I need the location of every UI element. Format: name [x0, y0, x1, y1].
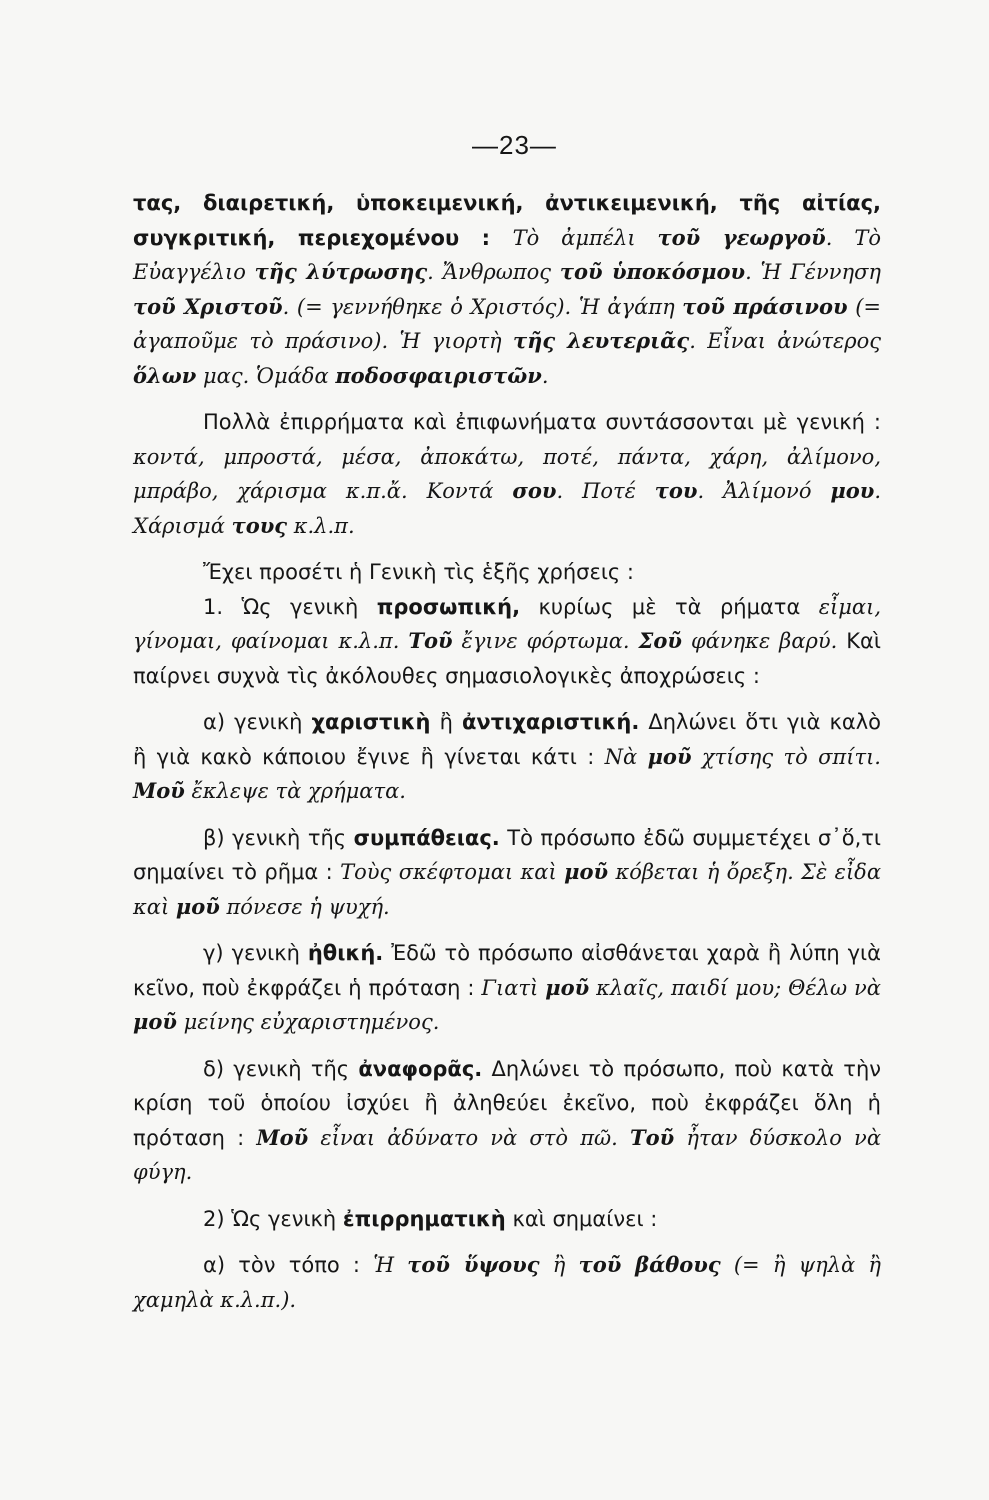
paragraph [133, 1202, 881, 1237]
text-segment: κλαῖς, παιδί μου; Θέλω νὰ [589, 975, 881, 1000]
text-segment: μείνης εὐχαριστημένος. [176, 1010, 440, 1034]
text-segment: χαριστικὴ [311, 710, 431, 734]
text-segment: Τοὺς σκέφτομαι καὶ [340, 860, 565, 884]
text-segment: τοῦ ὑποκόσμου [559, 259, 746, 284]
text-segment: τῆς λευτεριᾶς [512, 328, 690, 353]
text-segment: ἔκλεψε τὰ χρήματα. [184, 779, 406, 803]
text-segment: Γιατὶ [481, 975, 546, 1000]
text-segment: Καὶ παίρνει συχνὰ τὶς ἀκόλουθες σημασιολογικὲς ἀποχρώσεις : [133, 629, 881, 688]
text-segment: Τοῦ [408, 628, 453, 653]
paragraph [133, 821, 881, 925]
paragraph [133, 936, 881, 1040]
text-segment: χτίσης τὸ σπίτι. [691, 744, 881, 769]
paragraph [133, 1248, 881, 1317]
text-segment: τοῦ γεωργοῦ [657, 224, 826, 250]
text-segment: τοῦ Χριστοῦ [133, 293, 283, 319]
text-segment: Μοῦ [133, 778, 185, 803]
text-segment: τοῦ βάθους [578, 1252, 721, 1277]
text-segment: Δηλώνει τὸ πρόσωπο, ποὺ κατὰ τὴν κρίση τοῦ ὁποίου ἰσχύει ἢ ἀληθεύει ἐκεῖνο, ποὺ ἐκφράζει ὅλη ἡ πρόταση : [133, 1056, 881, 1150]
text-segment: (= ἢ ψηλὰ ἢ χαμηλὰ κ.λ.π.). [133, 1253, 881, 1312]
text-segment: μοῦ [175, 893, 220, 919]
text-segment: μοῦ [647, 743, 692, 769]
text-segment: προσωπική, [376, 594, 521, 619]
text-segment: Δηλώνει ὅτι γιὰ καλὸ ἢ γιὰ κακὸ κάποιου ἔγινε ἢ γίνεται κάτι : [133, 710, 881, 769]
text-segment: . Ἀλίμονό [697, 479, 831, 503]
text-segment: κόβεται ἡ ὄρεξη. Σὲ εἶδα καὶ [133, 860, 881, 919]
text-segment: τῆς λύτρωσης [254, 259, 428, 284]
text-segment: Νὰ [604, 744, 648, 769]
text-segment: ὅλων [133, 362, 197, 388]
text-segment: Πολλὰ ἐπιρρήματα καὶ ἐπιφωνήματα συντάσσονται μὲ γενική : [203, 410, 881, 434]
text-segment: φάνηκε βαρύ. [681, 629, 838, 653]
text-segment: τοῦ ὕψους [407, 1252, 540, 1277]
text-segment: σου [512, 478, 557, 503]
text-segment: Τὸ ἀμπέλι [512, 225, 658, 250]
text-segment: . Τὸ Εὐαγγέλιο [133, 225, 881, 284]
text-segment: κοντά, μπροστά, μέσα, ἀποκάτω, ποτέ, πάντα, χάρη, ἀλίμονο, μπράβο, χάρισμα κ.π.ἄ. Κοντά [133, 444, 881, 503]
text-segment: . Ποτέ [556, 479, 655, 503]
text-segment: . [541, 363, 549, 388]
text-segment: β) γενικὴ τῆς [203, 825, 354, 850]
paragraph [133, 705, 881, 809]
text-segment: ἀντιχαριστική. [462, 710, 640, 734]
text-segment: ποδοσφαιριστῶν [335, 362, 542, 388]
text-segment: . Ἄνθρωπος [427, 260, 560, 284]
text-segment: Τὸ πρόσωπο ἐδῶ συμμετέχει σ᾽ὅ,τι σημαίνει τὸ ρῆμα : [133, 825, 881, 884]
text-segment: συμπάθειας. [353, 825, 500, 850]
text-segment: πόνεσε ἡ ψυχή. [219, 894, 390, 919]
text-segment: του [654, 478, 698, 503]
text-segment: κ.λ.π. [287, 513, 355, 538]
text-segment: α) τὸν τόπο : [203, 1253, 374, 1277]
text-segment: Ἔχει προσέτι ἡ Γενικὴ τὶς ἑξῆς χρήσεις : [203, 560, 635, 584]
text-segment: . Χάρισμά [133, 479, 882, 538]
text-segment: Τοῦ [630, 1124, 675, 1150]
text-segment: ἔγινε φόρτωμα. [452, 629, 639, 653]
text-segment: ἀναφορᾶς. [358, 1056, 483, 1081]
text-segment: Ἡ [373, 1253, 408, 1277]
page-number: —23— [472, 130, 557, 160]
text-segment: μου [830, 478, 875, 503]
text-segment: μοῦ [545, 974, 590, 1000]
text-segment: 1. Ὡς γενικὴ [203, 594, 377, 619]
text-segment: καὶ σημαίνει : [505, 1206, 658, 1231]
text-segment: τας, διαιρετική, ὑποκειμενική, ἀντικειμενική, τῆς αἰτίας, συγκριτική, περιεχομένου : [133, 191, 881, 250]
text-segment: δ) γενικὴ τῆς [203, 1056, 359, 1081]
paragraph [133, 405, 881, 543]
text-segment: ἠθική. [307, 941, 384, 965]
text-segment: ἢ [430, 710, 462, 734]
text-segment: (= ἀγαποῦμε τὸ πράσινο). Ἡ γιορτὴ [133, 294, 882, 353]
paragraph [133, 1052, 881, 1190]
text-segment: τοῦ πράσινου [682, 293, 848, 319]
text-segment: . (= γεννήθηκε ὁ Χριστός). Ἡ ἀγάπη [282, 294, 683, 319]
text-segment: μοῦ [133, 1009, 177, 1034]
paragraph [133, 186, 881, 393]
text-segment: α) γενικὴ [203, 710, 312, 734]
text-segment: . Ἡ Γέννηση [745, 260, 882, 284]
text-segment: ἦταν δύσκολο νὰ φύγη. [133, 1125, 881, 1184]
text-segment: ἐπιρρηματικὴ [342, 1206, 506, 1231]
text-segment: γ) γενικὴ [203, 941, 308, 965]
text-segment: Ἐδῶ τὸ πρόσωπο αἰσθάνεται χαρὰ ἢ λύπη γιὰ κεῖνο, ποὺ ἐκφράζει ἡ πρόταση : [133, 941, 881, 1000]
text-segment: εἶμαι, γίνομαι, φαίνομαι κ.λ.π. [133, 594, 882, 653]
text-segment: 2) Ὡς γενικὴ [203, 1206, 343, 1231]
text-segment: μοῦ [564, 859, 609, 884]
paragraph [133, 555, 881, 590]
text-segment: Μοῦ [256, 1124, 309, 1150]
text-segment: τους [231, 512, 288, 538]
text-segment: κυρίως μὲ τὰ ρήματα [520, 594, 819, 619]
body-text [133, 186, 881, 1317]
text-segment: ἢ [539, 1253, 579, 1277]
text-segment: . Εἶναι ἀνώτερος [689, 329, 881, 353]
text-segment: μας. Ὁμάδα [196, 363, 336, 388]
paragraph [133, 590, 881, 694]
text-segment: Σοῦ [638, 628, 682, 653]
text-segment: εἶναι ἀδύνατο νὰ στὸ πῶ. [308, 1125, 630, 1150]
